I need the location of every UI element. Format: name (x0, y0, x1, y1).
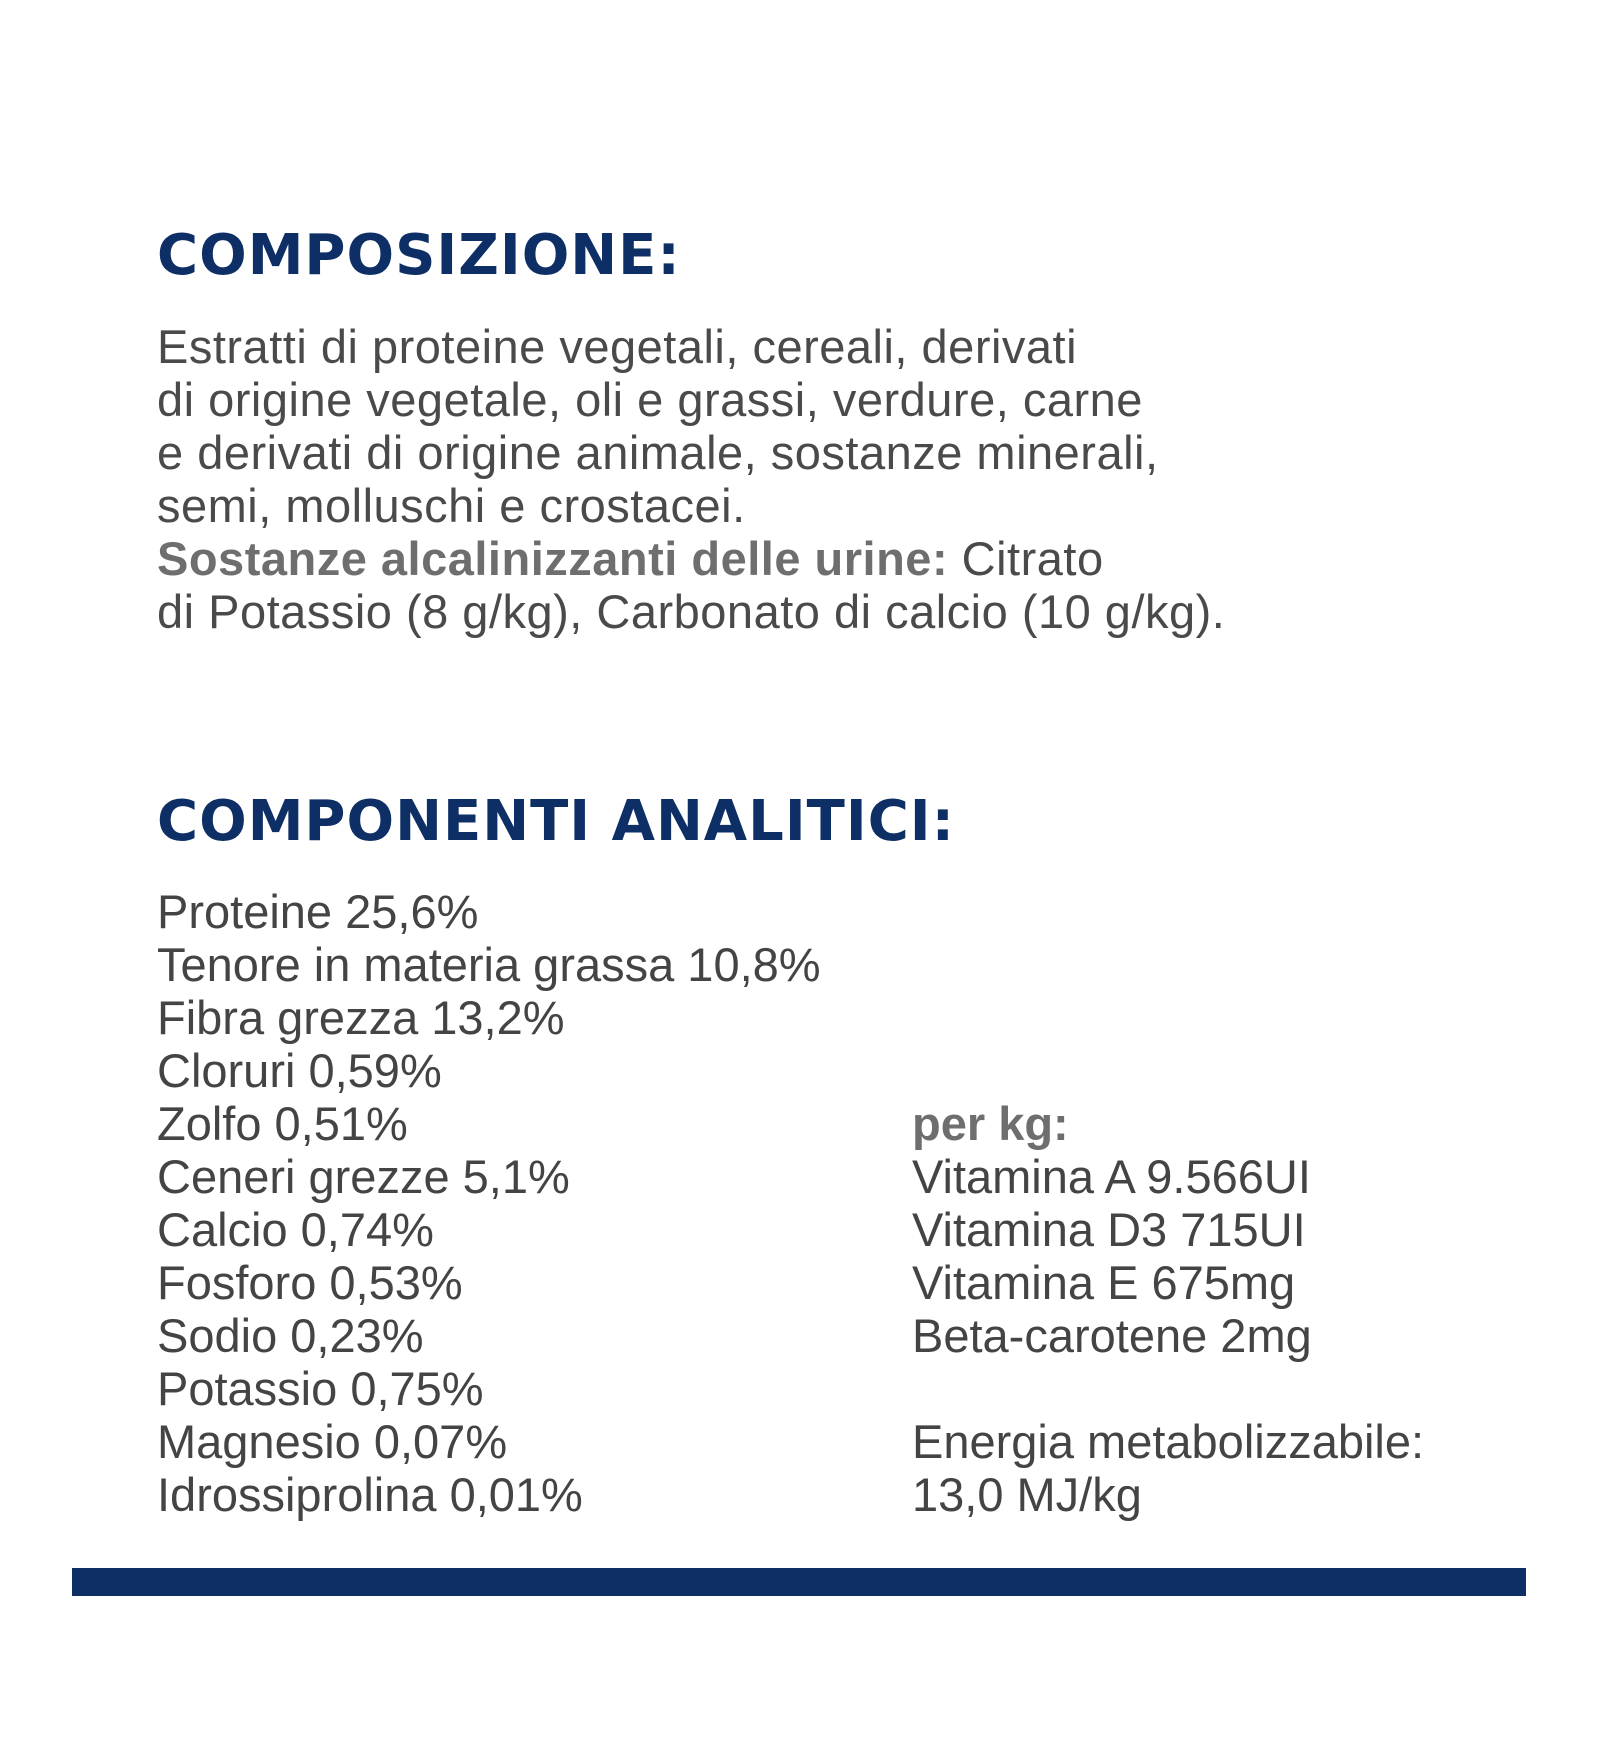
analytics-item: Idrossiprolina 0,01% (157, 1468, 583, 1521)
analytics-list (157, 885, 821, 1521)
composition-line: e derivati di origine animale, sostanze minerali, (157, 426, 1159, 479)
analytics-item: Magnesio 0,07% (157, 1415, 508, 1468)
analytics-item: Proteine 25,6% (157, 885, 479, 938)
alkalizing-text: Citrato (948, 532, 1104, 585)
vitamin-item: Beta-carotene 2mg (912, 1309, 1312, 1362)
energy-value: 13,0 MJ/kg (912, 1468, 1142, 1521)
vitamin-item: Vitamina A 9.566UI (912, 1150, 1311, 1203)
composition-line: semi, molluschi e crostacei. (157, 479, 746, 532)
composition-heading: COMPOSIZIONE: (157, 223, 681, 288)
per-kg-label: per kg: (912, 1097, 1069, 1150)
analytics-item: Cloruri 0,59% (157, 1044, 442, 1097)
bottom-divider-bar (72, 1568, 1526, 1596)
composition-line: Estratti di proteine vegetali, cereali, derivati (157, 320, 1078, 373)
composition-text (157, 320, 1487, 638)
analytics-item: Ceneri grezze 5,1% (157, 1150, 570, 1203)
vitamin-item: Vitamina D3 715UI (912, 1203, 1306, 1256)
analytics-item: Fibra grezza 13,2% (157, 991, 565, 1044)
analytics-item: Sodio 0,23% (157, 1309, 424, 1362)
analytics-item: Tenore in materia grassa 10,8% (157, 938, 821, 991)
analytics-heading: COMPONENTI ANALITICI: (157, 789, 956, 854)
alkalizing-line-2: di Potassio (8 g/kg), Carbonato di calcio (10 g/kg). (157, 585, 1226, 638)
composition-line: di origine vegetale, oli e grassi, verdure, carne (157, 373, 1143, 426)
analytics-item: Potassio 0,75% (157, 1362, 484, 1415)
vitamin-item: Vitamina E 675mg (912, 1256, 1296, 1309)
spacer (912, 1362, 1424, 1415)
alkalizing-label: Sostanze alcalinizzanti delle urine: (157, 532, 949, 585)
analytics-item: Calcio 0,74% (157, 1203, 434, 1256)
alkalizing-line (157, 532, 1487, 585)
per-kg-list (912, 1097, 1424, 1521)
analytics-item: Zolfo 0,51% (157, 1097, 408, 1150)
analytics-item: Fosforo 0,53% (157, 1256, 463, 1309)
energy-label: Energia metabolizzabile: (912, 1415, 1425, 1468)
